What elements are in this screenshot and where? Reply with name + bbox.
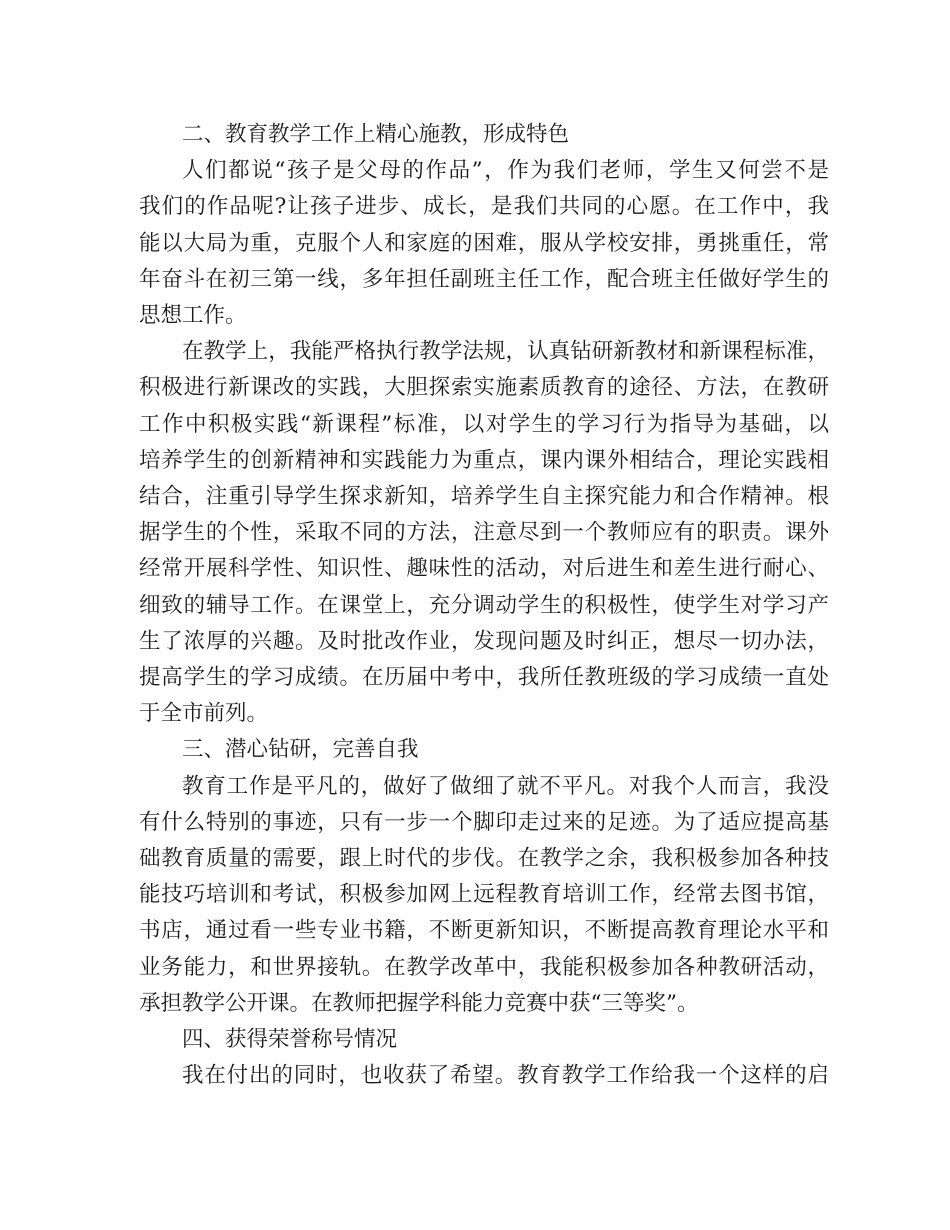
text-line: 于全市前列。	[139, 701, 269, 727]
text-line: 书店，通过看一些专业书籍，不断更新知识，不断提高教育理论水平和	[139, 918, 829, 944]
text-line: 能技巧培训和考试，积极参加网上远程教育培训工作，经常去图书馆，	[139, 882, 829, 908]
text-line: 积极进行新课改的实践，大胆探索实施素质教育的途径、方法，在教研	[139, 375, 829, 401]
text-line: 细致的辅导工作。在课堂上，充分调动学生的积极性，使学生对学习产	[139, 592, 829, 618]
text-line: 提高学生的学习成绩。在历届中考中，我所任教班级的学习成绩一直处	[139, 665, 829, 690]
text-line: 承担教学公开课。在教师把握学科能力竞赛中获“三等奖”。	[139, 990, 699, 1016]
text-line: 在教学上，我能严格执行教学法规，认真钻研新教材和新课程标准，	[182, 339, 829, 365]
text-line: 据学生的个性，采取不同的方法，注意尽到一个教师应有的职责。课外	[139, 520, 829, 546]
text-line: 工作中积极实践“新课程”标准，以对学生的学习行为指导为基础，以	[139, 411, 829, 437]
text-line: 生了浓厚的兴趣。及时批改作业，发现问题及时纠正，想尽一切办法，	[139, 628, 829, 654]
text-line: 结合，注重引导学生探求新知，培养学生自主探究能力和合作精神。根	[139, 484, 829, 509]
text-line: 我在付出的同时，也收获了希望。教育教学工作给我一个这样的启	[182, 1063, 829, 1089]
text-line: 我们的作品呢?让孩子进步、成长，是我们共同的心愿。在工作中，我	[139, 194, 829, 220]
text-line: 培养学生的创新精神和实践能力为重点，课内课外相结合，理论实践相	[139, 447, 829, 473]
text-line: 思想工作。	[139, 303, 247, 328]
text-line: 三、潜心钻研，完善自我	[182, 737, 419, 763]
text-line: 业务能力，和世界接轨。在教学改革中，我能积极参加各种教研活动，	[139, 954, 829, 980]
text-line: 有什么特别的事迹，只有一步一个脚印走过来的足迹。为了适应提高基	[139, 809, 829, 835]
text-line: 经常开展科学性、知识性、趣味性的活动，对后进生和差生进行耐心、	[139, 556, 829, 582]
text-line: 能以大局为重，克服个人和家庭的困难，服从学校安排，勇挑重任，常	[139, 230, 829, 256]
text-line: 础教育质量的需要，跟上时代的步伐。在教学之余，我积极参加各种技	[139, 846, 829, 871]
text-line: 人们都说“孩子是父母的作品”，作为我们老师，学生又何尝不是	[182, 158, 829, 184]
text-line: 教育工作是平凡的，做好了做细了就不平凡。对我个人而言，我没	[182, 773, 829, 799]
text-line: 年奋斗在初三第一线，多年担任副班主任工作，配合班主任做好学生的	[139, 266, 829, 292]
text-line: 四、获得荣誉称号情况	[182, 1027, 398, 1052]
text-line: 二、教育教学工作上精心施教，形成特色	[182, 122, 570, 147]
